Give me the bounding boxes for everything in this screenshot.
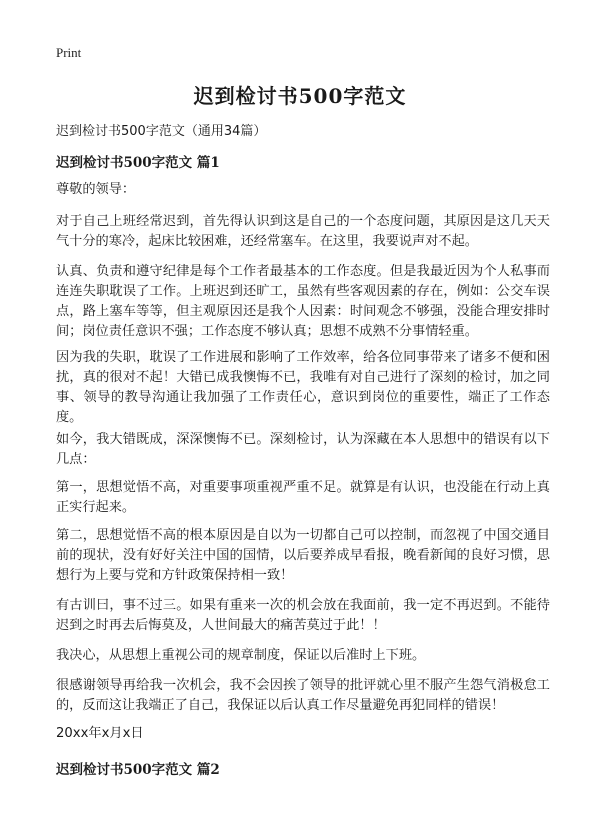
paragraph-5: 第一，思想觉悟不高，对重要事项重视严重不足。就算是有认识，也没能在行动上真正实行起来。 xyxy=(56,480,550,515)
paragraph-9: 很感谢领导再给我一次机会，我不会因挨了领导的批评就心里不服产生怨气消极怠工的，反而这让我端正了自己，我保证以后认真工作尽量避免再犯同样的错误！ xyxy=(56,678,550,713)
paragraph-2: 认真、负责和遵守纪律是每个工作者最基本的工作态度。但是我最近因为个人私事而连连失职耽误了工作。上班迟到还旷工，虽然有些客观因素的存在，例如：公交车误点，路上塞车等等，但主观原因还是我个人因素：时间观念不够强，没能合理安排时间；岗位责任意识不强；工作态度不够认真；思想不成熟不分事情轻重。 xyxy=(56,264,550,339)
section-heading-1: 迟到检讨书500字范文 篇1 xyxy=(56,155,220,171)
print-link[interactable]: Print xyxy=(56,45,82,60)
paragraph-3: 因为我的失职，耽误了工作进展和影响了工作效率，给各位同事带来了诸多不便和困扰，真的很对不起！大错已成我懊悔不已，我唯有对自己进行了深刻的检讨，加之同事、领导的教导沟通让我加强了工作责任心，意识到岗位的重要性，端正了工作态度。 xyxy=(56,350,550,425)
greeting: 尊敬的领导： xyxy=(56,182,136,197)
page-title: 迟到检讨书500字范文 xyxy=(193,84,407,108)
paragraph-6: 第二，思想觉悟不高的根本原因是自以为一切都自己可以控制，而忽视了中国交通目前的现状，没有好好关注中国的国情，以后要养成早看报，晚看新闻的良好习惯，思想行为上要与党和方针政策保持相一致！ xyxy=(56,528,550,583)
date-line: 20xx年x月x日 xyxy=(56,726,144,741)
paragraph-1: 对于自己上班经常迟到，首先得认识到这是自己的一个态度问题，其原因是这几天天气十分的寒冷，起床比较困难，还经常塞车。在这里，我要说声对不起。 xyxy=(56,214,550,249)
paragraph-7: 有古训曰，事不过三。如果有重来一次的机会放在我面前，我一定不再迟到。不能待迟到之时再去后悔莫及，人世间最大的痛苦莫过于此！！ xyxy=(56,598,550,633)
subtitle: 迟到检讨书500字范文（通用34篇） xyxy=(56,124,267,139)
section-heading-2: 迟到检讨书500字范文 篇2 xyxy=(56,762,220,778)
paragraph-4: 如今，我大错既成，深深懊悔不已。深刻检讨，认为深藏在本人思想中的错误有以下几点： xyxy=(56,432,550,467)
paragraph-8: 我决心，从思想上重视公司的规章制度，保证以后准时上下班。 xyxy=(56,648,426,663)
